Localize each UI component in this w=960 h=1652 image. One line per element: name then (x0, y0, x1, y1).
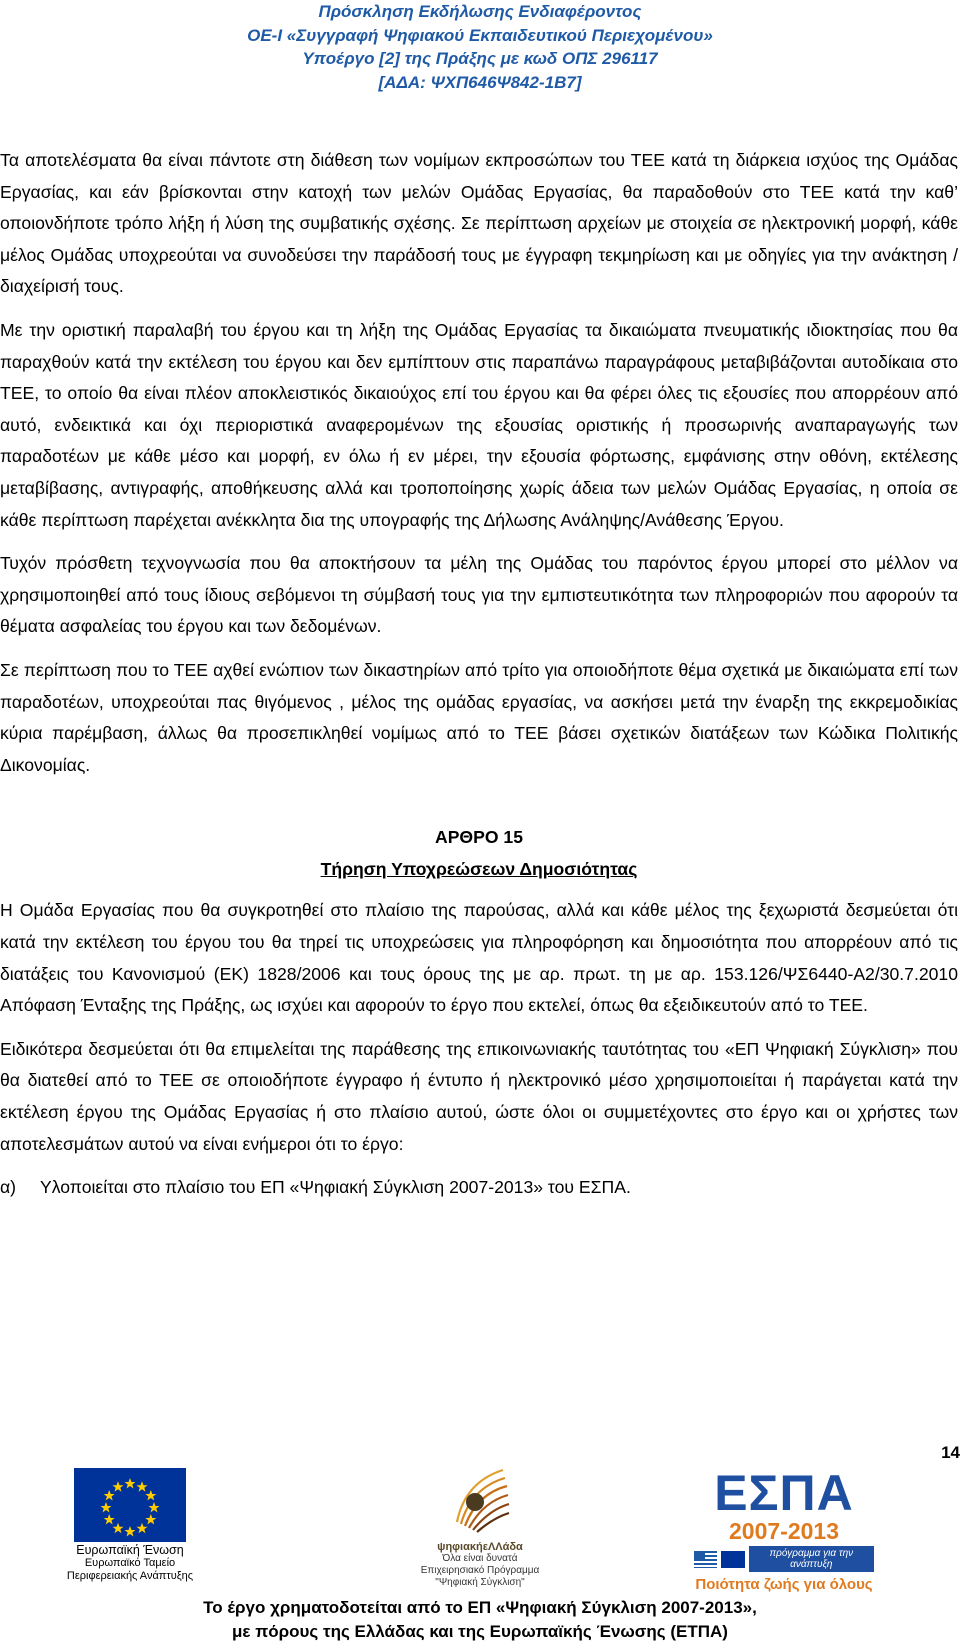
espa-years: 2007-2013 (729, 1518, 839, 1544)
logo-strip (0, 1462, 960, 1593)
eu-mini-flag-icon (721, 1551, 744, 1568)
eu-logo (55, 1468, 205, 1583)
eu-caption-line: Περιφερειακής Ανάπτυξης (66, 1570, 194, 1582)
list-item-text: Υλοποιείται στο πλαίσιο του ΕΠ «Ψηφιακή Σύγκλιση 2007-2013» του ΕΣΠΑ. (40, 1177, 631, 1198)
digital-greece-line: Όλα είναι δυνατά (442, 1553, 518, 1564)
article-title-text: Τήρηση Υποχρεώσεων Δημοσιότητας (320, 858, 638, 879)
espa-program-row (694, 1546, 874, 1572)
digital-greece-logo (405, 1462, 555, 1589)
digital-greece-emblem-icon (445, 1462, 515, 1534)
list-item (0, 1172, 958, 1204)
header-project-title: ΟΕ-Ι «Συγγραφή Ψηφιακού Εκπαιδευτικού Περιεχομένου» (247, 25, 713, 45)
eu-caption-line: Ευρωπαϊκή Ένωση (76, 1543, 184, 1557)
page-header (0, 0, 960, 94)
footer-line: Το έργο χρηματοδοτείται από το ΕΠ «Ψηφιακή Σύγκλιση 2007-2013», (203, 1598, 757, 1617)
paragraph: Ειδικότερα δεσμεύεται ότι θα επιμελείται της παράθεσης της επικοινωνιακής ταυτότητας του «ΕΠ Ψηφιακή Σύγκλιση» που θα διατεθεί από το ΤΕΕ σε οποιοδήποτε έγγραφο ή έντυπο ή ηλεκτρονικό μέσο χρησιμοποιείται ή παράγεται κατά την εκτέλεση έργου της Ομάδας Εργασίας ή στο πλαίσιο αυτού, ώστε όλοι οι συμμετέχοντες στο έργο και οι χρήστες των αποτελεσμάτων αυτού να είναι ενήμεροι ότι το έργο: (0, 1038, 958, 1154)
paragraph: Σε περίπτωση που το ΤΕΕ αχθεί ενώπιον των δικαστηρίων από τρίτο για οποιοδήποτε θέμα σχετικά με δικαιώματα επί των παραδοτέων, υποχρεούται πας θιγόμενος , μέλος της ομάδας εργασίας, να ασκήσει μετά την έναρξη της εκκρεμοδικίας κύρια παρέμβαση, άλλως θα προσεπικληθεί νομίμως από το ΤΕΕ βάσει σχετικών διατάξεων των Κώδικα Πολιτικής Δικονομίας. (0, 659, 958, 775)
espa-program-label: πρόγραμμα για την ανάπτυξη (749, 1546, 874, 1572)
digital-greece-line: "Ψηφιακή Σύγκλιση" (435, 1577, 525, 1588)
eu-logo-caption (55, 1544, 205, 1583)
article-heading (0, 822, 958, 885)
digital-greece-brand: ψηφιακήεΛΛάδα (437, 1541, 523, 1553)
espa-logo (694, 1465, 874, 1593)
page-number: 14 (941, 1443, 960, 1462)
article-number: ΑΡΘΡΟ 15 (434, 827, 523, 848)
espa-tagline: Ποιότητα ζωής για όλους (695, 1576, 873, 1593)
paragraph: Η Ομάδα Εργασίας που θα συγκροτηθεί στο πλαίσιο της παρούσας, αλλά και κάθε μέλος της ξεχωριστά δεσμεύεται ότι κατά την εκτέλεση του έργου του θα τηρεί τις υποχρεώσεις για πληροφόρηση και δημοσιότητα που απορρέουν από τις διατάξεις του Κανονισμού (ΕΚ) 1828/2006 και τους όρους της με αρ. πρωτ. τη με αρ. 153.126/ΨΣ6440-Α2/30.7.2010 Απόφαση Ένταξης της Πράξης, ως ισχύει και αφορούν το έργο που εκτελεί, όπως θα εξειδικευτούν από το ΤΕΕ. (0, 900, 958, 1016)
header-ada-code: [ΑΔΑ: ΨΧΠ646Ψ842-1Β7] (378, 72, 582, 92)
paragraph: Τυχόν πρόσθετη τεχνογνωσία που θα αποκτήσουν τα μέλη της Ομάδας του παρόντος έργου μπορεί στο μέλλον να χρησιμοποιηθεί από τους ίδιους σεβόμενοι τη σύμβασή τους για την εμπιστευτικότητα των πληροφοριών που αφορούν τα θέματα ασφαλείας του έργου και των δεδομένων. (0, 553, 958, 637)
footer-line: με πόρους της Ελλάδας και της Ευρωπαϊκής Ένωσης (ΕΤΠΑ) (232, 1622, 728, 1641)
digital-greece-caption (405, 1541, 555, 1589)
paragraph: Με την οριστική παραλαβή του έργου και τη λήξη της Ομάδας Εργασίας τα δικαιώματα πνευματικής ιδιοκτησίας που θα παραχθούν κατά την εκτέλεση του έργου και δεν εμπίπτουν στις παραπάνω παραγράφους μεταβιβάζονται αυτοδίκαια στο ΤΕΕ, το οποίο θα είναι πλέον αποκλειστικός δικαιούχος επί του έργου και θα φέρει όλες τις εξουσίες που απορρέουν από αυτό, ενδεικτικά και όχι περιοριστικά αναφερομένων της εξουσίας οριστικής ή προσωρινής αναπαραγωγής των παραδοτέων με κάθε μέσο και μορφή, εν όλω ή εν μέρει, την εξουσία φόρτωσης, εμφάνισης στην οθόνη, εκτέλεσης μεταβίβασης, αντιγραφής, αποθήκευσης αλλά και τροποποίησης χωρίς άδεια των μελών Ομάδας Εργασίας, η οποία σε κάθε περίπτωση παρέχεται ανέκκλητα δια της υπογραφής της Δήλωσης Ανάληψης/Ανάθεσης Έργου. (0, 319, 958, 530)
document-body (0, 145, 958, 1204)
espa-name: ΕΣΠΑ (714, 1465, 854, 1521)
funding-footer (0, 1596, 960, 1644)
digital-greece-line: Επιχειρησιακό Πρόγραμμα (420, 1565, 540, 1576)
header-call-title: Πρόσκληση Εκδήλωσης Ενδιαφέροντος (318, 2, 642, 21)
eu-caption-line: Ευρωπαϊκό Ταμείο (84, 1557, 176, 1569)
list-marker: α) (0, 1177, 17, 1198)
eu-flag-icon (74, 1468, 186, 1542)
greek-flag-icon (694, 1551, 717, 1568)
article-title (0, 854, 958, 886)
paragraph: Τα αποτελέσματα θα είναι πάντοτε στη διάθεση των νομίμων εκπροσώπων του ΤΕΕ κατά τη διάρκεια ισχύος της Ομάδας Εργασίας, και εάν βρίσκονται στην κατοχή των μελών Ομάδας Εργασίας, θα παραδοθούν στο ΤΕΕ κατά την καθ’ οποιονδήποτε τρόπο λήξη ή λύση της συμβατικής σχέσης. Σε περίπτωση αρχείων με στοιχεία σε ηλεκτρονική μορφή, κάθε μέλος Ομάδας υποχρεούται να συνοδεύσει την παράδοσή τους με έγγραφη τεκμηρίωση και με οδηγίες για την ανάκτηση / διαχείρισή τους. (0, 150, 958, 297)
header-subproject: Υποέργο [2] της Πράξης με κωδ ΟΠΣ 296117 (302, 49, 658, 68)
